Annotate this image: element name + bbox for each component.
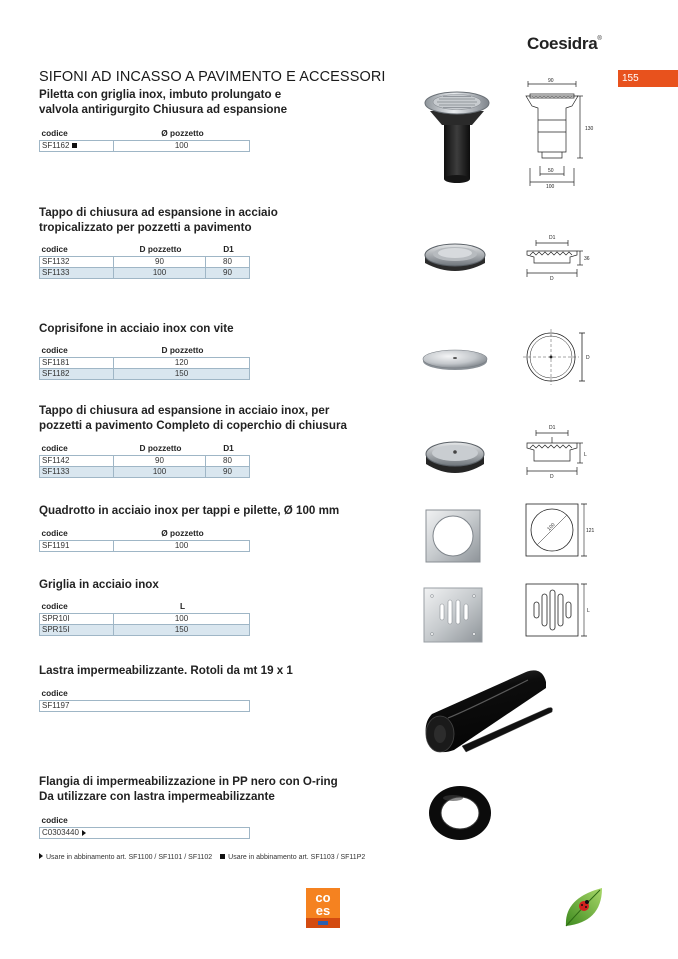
table-row xyxy=(40,540,250,551)
tappo-tropicalizzato-drawing xyxy=(522,229,597,285)
section-title-line: valvola antirigurgito Chiusura ad espansione xyxy=(39,103,288,116)
table-cell: 80 xyxy=(206,256,250,267)
table-cell: 100 xyxy=(114,466,206,477)
dimension-label: D xyxy=(550,474,554,480)
product-code: SF1142 xyxy=(40,455,114,466)
column-header: codice xyxy=(41,688,68,699)
column-header: L xyxy=(179,601,186,612)
product-code: C0303440 xyxy=(40,827,250,838)
page-number-tab xyxy=(618,70,678,87)
logo-text: es xyxy=(315,903,331,918)
table-cell: 90 xyxy=(114,256,206,267)
dimension-label: L xyxy=(587,608,590,614)
logo-text: co xyxy=(315,890,331,905)
product-code: SF1197 xyxy=(40,700,250,711)
product-code: SF1182 xyxy=(40,368,114,379)
tappo-inox-photo xyxy=(418,430,493,485)
section-title-line: pozzetti a pavimento Completo di coperchio di chiusura xyxy=(39,419,347,432)
product-table xyxy=(39,244,250,279)
product-code: SPR10I xyxy=(40,613,114,624)
table-cell: 90 xyxy=(114,455,206,466)
section-lastra xyxy=(39,663,293,678)
section-tappo-tropicalizzato xyxy=(39,205,278,235)
brand-logo xyxy=(527,34,601,54)
column-header: codice xyxy=(41,815,68,826)
product-code: SF1181 xyxy=(40,357,114,368)
column-header: codice xyxy=(41,345,68,356)
section-title-line: Da utilizzare con lastra impermeabilizzante xyxy=(39,790,275,803)
dimension-label: D1 xyxy=(549,425,556,431)
column-header: codice xyxy=(41,528,68,539)
product-table xyxy=(39,815,250,839)
triangle-marker-icon xyxy=(39,853,43,859)
dimension-label: 50 xyxy=(548,168,554,174)
coprisifone-photo xyxy=(420,345,490,373)
brand-mark: ® xyxy=(597,36,602,42)
brand-name: Coesidra xyxy=(527,34,598,53)
section-quadrotto xyxy=(39,503,339,518)
table-cell: 150 xyxy=(114,624,250,635)
product-table xyxy=(39,443,250,478)
coprisifone-drawing xyxy=(522,327,597,391)
table-cell: 90 xyxy=(206,267,250,278)
coes-logo xyxy=(306,888,340,928)
section-griglia xyxy=(39,577,159,592)
table-row xyxy=(40,368,250,379)
product-code: SF1133 xyxy=(40,466,114,477)
table-cell: 100 xyxy=(114,140,250,151)
table-cell: 100 xyxy=(114,267,206,278)
column-header: codice xyxy=(41,244,68,255)
section-title-line: Tappo di chiusura ad espansione in acciaio inox, per xyxy=(39,404,330,417)
dimension-label: D1 xyxy=(549,235,556,241)
section-title-line: tropicalizzato per pozzetti a pavimento xyxy=(39,221,252,234)
dimension-label: 100 xyxy=(546,184,555,190)
section-piletta xyxy=(39,87,287,117)
page-title: SIFONI AD INCASSO A PAVIMENTO E ACCESSORI xyxy=(39,69,386,85)
product-table xyxy=(39,528,250,552)
section-title-line: Piletta con griglia inox, imbuto prolungato e xyxy=(39,88,282,101)
section-title-line: Coprisifone in acciaio inox con vite xyxy=(39,322,234,335)
table-row xyxy=(40,455,250,466)
product-table xyxy=(39,688,250,712)
table-row xyxy=(40,827,250,838)
column-header: Ø pozzetto xyxy=(161,528,204,539)
dimension-label: 36 xyxy=(584,256,590,262)
column-header: D1 xyxy=(223,244,234,255)
column-header: D pozzetto xyxy=(139,244,182,255)
footnote-square-text: Usare in abbinamento art. SF1103 / SF11P2 xyxy=(228,854,366,861)
table-cell: 90 xyxy=(206,466,250,477)
table-row xyxy=(40,357,250,368)
tappo-tropicalizzato-photo xyxy=(418,233,493,283)
page-number: 155 xyxy=(622,73,639,84)
product-code: SF1133 xyxy=(40,267,114,278)
table-cell: 80 xyxy=(206,455,250,466)
dimension-label: D xyxy=(550,276,554,282)
table-row xyxy=(40,466,250,477)
quadrotto-photo xyxy=(420,506,486,566)
column-header: D1 xyxy=(223,443,234,454)
footnote-triangle-text: Usare in abbinamento art. SF1100 / SF1101 / SF1102 xyxy=(46,854,213,861)
product-table xyxy=(39,128,250,152)
table-row xyxy=(40,613,250,624)
section-title-line: Flangia di impermeabilizzazione in PP nero con O-ring xyxy=(39,775,338,788)
table-row xyxy=(40,140,250,151)
column-header: D pozzetto xyxy=(161,345,204,356)
product-code: SF1132 xyxy=(40,256,114,267)
dimension-label: 121 xyxy=(586,528,595,534)
column-header: codice xyxy=(41,601,68,612)
table-row xyxy=(40,256,250,267)
product-code: SF1162 xyxy=(40,140,114,151)
table-cell: 100 xyxy=(114,613,250,624)
griglia-drawing xyxy=(522,580,597,642)
product-table xyxy=(39,601,250,636)
column-header: D pozzetto xyxy=(139,443,182,454)
dimension-label: L xyxy=(584,452,587,458)
dimension-label: D xyxy=(586,355,590,361)
dimension-label: 100 xyxy=(546,522,557,533)
section-flangia xyxy=(39,774,338,804)
leaf-ladybug-icon xyxy=(562,884,608,930)
flangia-photo xyxy=(425,782,495,842)
column-header: codice xyxy=(41,443,68,454)
table-row xyxy=(40,624,250,635)
section-title-line: Quadrotto in acciaio inox per tappi e pilette, Ø 100 mm xyxy=(39,504,340,517)
table-cell: 100 xyxy=(114,540,250,551)
dimension-label: 130 xyxy=(585,126,594,132)
piletta-drawing xyxy=(522,76,602,192)
footnote xyxy=(39,853,365,861)
quadrotto-drawing xyxy=(522,500,597,562)
product-code: SF1191 xyxy=(40,540,114,551)
dimension-label: 90 xyxy=(548,78,554,84)
product-code: SPR15I xyxy=(40,624,114,635)
section-title-line: Griglia in acciaio inox xyxy=(39,578,159,591)
section-tappo-inox xyxy=(39,403,347,433)
square-marker-icon xyxy=(220,854,225,859)
section-coprisifone xyxy=(39,321,234,336)
table-row xyxy=(40,700,250,711)
piletta-photo xyxy=(410,85,505,185)
column-header: Ø pozzetto xyxy=(161,128,204,139)
griglia-photo xyxy=(420,584,486,644)
table-cell: 150 xyxy=(114,368,250,379)
section-title-line: Tappo di chiusura ad espansione in acciaio xyxy=(39,206,278,219)
table-row xyxy=(40,267,250,278)
table-cell: 120 xyxy=(114,357,250,368)
section-title-line: Lastra impermeabilizzante. Rotoli da mt 19 x 1 xyxy=(39,664,293,677)
product-table xyxy=(39,345,250,380)
tappo-inox-drawing xyxy=(522,423,597,481)
column-header: codice xyxy=(41,128,68,139)
lastra-roll-photo xyxy=(418,658,558,758)
